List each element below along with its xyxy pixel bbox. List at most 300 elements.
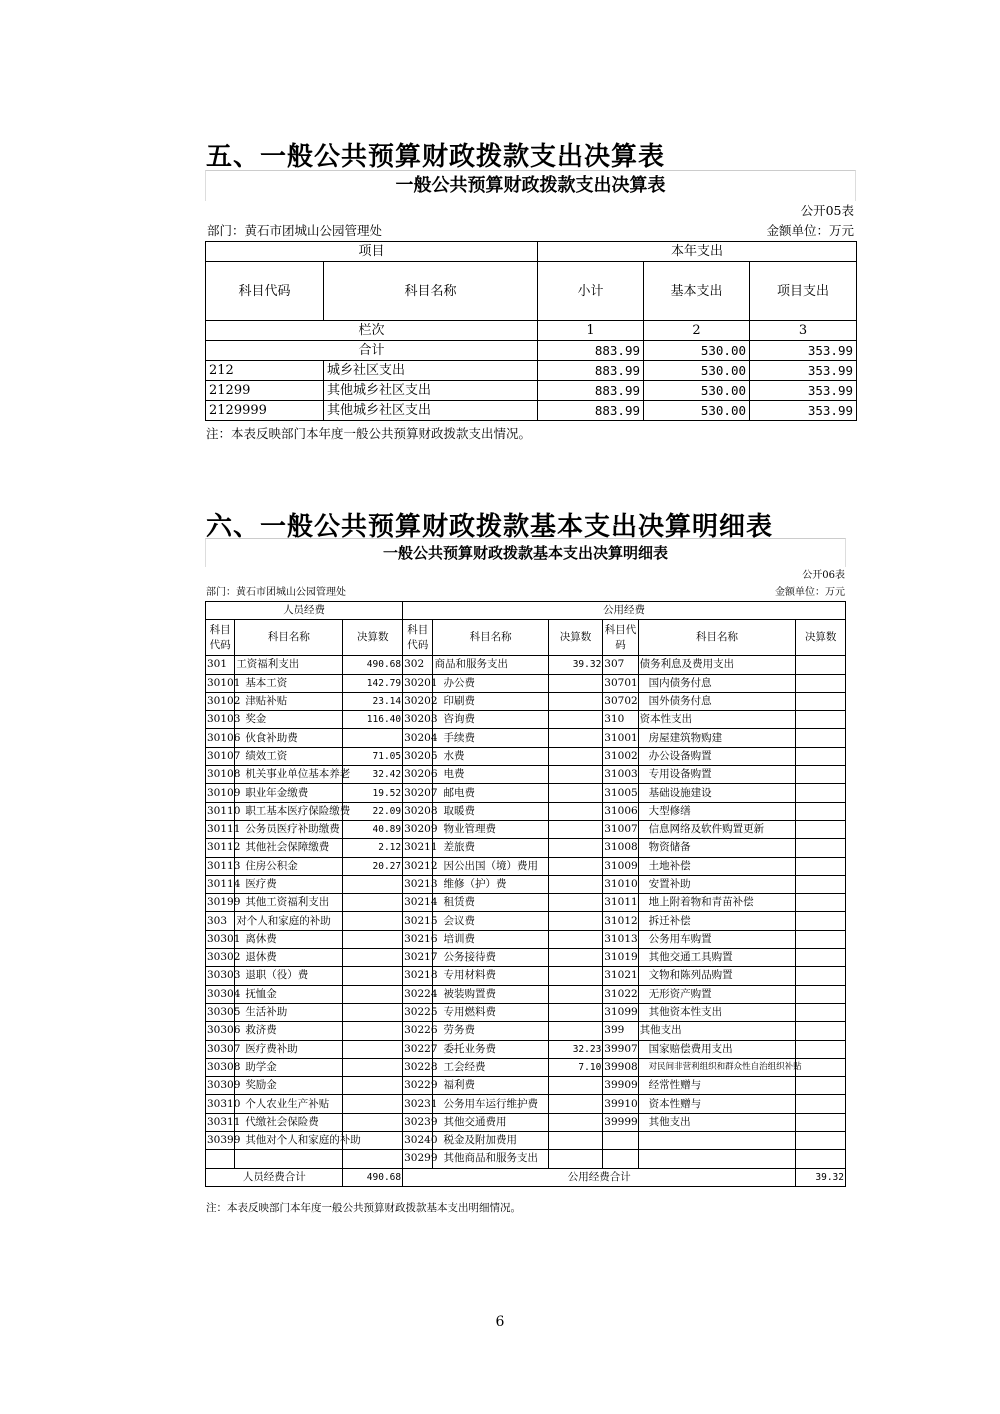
table-row xyxy=(206,692,846,710)
cell-amount-b xyxy=(548,692,603,710)
table-row xyxy=(206,1077,846,1095)
cell-amount-b xyxy=(548,967,603,985)
cell-amount-c xyxy=(796,930,846,948)
row-name: 其他城乡社区支出 xyxy=(324,401,538,421)
table-row xyxy=(206,401,857,421)
cell-code-b: 30208 xyxy=(403,802,433,820)
cell-amount-a xyxy=(343,912,403,930)
cell-name-c: 公务用车购置 xyxy=(638,930,796,948)
cell-code-b: 30213 xyxy=(403,875,433,893)
cell-code-b: 30229 xyxy=(403,1077,433,1095)
table-row xyxy=(206,857,846,875)
cell-name-c: 国外债务付息 xyxy=(638,692,796,710)
cell-code-c: 39909 xyxy=(603,1077,638,1095)
cell-code-c: 399 xyxy=(603,1022,638,1040)
personnel-total-label: 人员经费合计 xyxy=(206,1168,343,1186)
cell-name-c: 其他支出 xyxy=(638,1113,796,1131)
cell-name-b: 电费 xyxy=(433,766,548,784)
cell-name-b: 工会经费 xyxy=(433,1058,548,1076)
cell-amount-c xyxy=(796,1040,846,1058)
table-05-unit: 金额单位：万元 xyxy=(766,223,854,238)
cell-code-a: 30309 xyxy=(206,1077,235,1095)
cell-amount-b: 7.10 xyxy=(548,1058,603,1076)
cell-amount-b xyxy=(548,985,603,1003)
cell-code-c: 31021 xyxy=(603,967,638,985)
cell-name-c: 其他交通工具购置 xyxy=(638,949,796,967)
cell-name-b: 咨询费 xyxy=(433,711,548,729)
cell-code-b: 30224 xyxy=(403,985,433,1003)
cell-amount-c xyxy=(796,857,846,875)
header-code: 科目代码 xyxy=(206,262,324,321)
cell-name-a: 抚恤金 xyxy=(235,985,343,1003)
cell-amount-b: 32.23 xyxy=(548,1040,603,1058)
cell-amount-a xyxy=(343,1095,403,1113)
cell-amount-c xyxy=(796,784,846,802)
cell-code-c xyxy=(603,1132,638,1150)
cell-amount-b xyxy=(548,1095,603,1113)
cell-code-b: 30216 xyxy=(403,930,433,948)
cell-name-a: 公务员医疗补助缴费 xyxy=(235,820,343,838)
cell-name-b: 邮电费 xyxy=(433,784,548,802)
cell-code-b: 30226 xyxy=(403,1022,433,1040)
cell-name-a: 其他对个人和家庭的补助 xyxy=(235,1132,343,1150)
cell-code-b: 30228 xyxy=(403,1058,433,1076)
table-row xyxy=(206,894,846,912)
cell-amount-a xyxy=(343,1040,403,1058)
cell-name-a: 津贴补贴 xyxy=(235,692,343,710)
table-row xyxy=(206,1113,846,1131)
cell-code-b: 30299 xyxy=(403,1150,433,1168)
cell-amount-b xyxy=(548,894,603,912)
cell-code-a: 30304 xyxy=(206,985,235,1003)
cell-name-c: 文物和陈列品购置 xyxy=(638,967,796,985)
cell-code-c: 31013 xyxy=(603,930,638,948)
header-name-c: 科目名称 xyxy=(638,620,796,656)
table-row xyxy=(206,820,846,838)
cell-name-b: 会议费 xyxy=(433,912,548,930)
cell-code-a: 30111 xyxy=(206,820,235,838)
cell-code-c: 31003 xyxy=(603,766,638,784)
table-row xyxy=(206,1150,846,1168)
header-code-a: 科目代码 xyxy=(206,620,235,656)
cell-code-b: 30205 xyxy=(403,747,433,765)
cell-code-a: 30306 xyxy=(206,1022,235,1040)
cell-amount-b xyxy=(548,674,603,692)
header-amount-a: 决算数 xyxy=(343,620,403,656)
header-amount-c: 决算数 xyxy=(796,620,846,656)
cell-name-c xyxy=(638,1150,796,1168)
cell-name-b: 因公出国（境）费用 xyxy=(433,857,548,875)
table-row xyxy=(206,747,846,765)
cell-amount-a xyxy=(343,1003,403,1021)
cell-name-a: 基本工资 xyxy=(235,674,343,692)
cell-code-c: 31011 xyxy=(603,894,638,912)
cell-name-b: 公务接待费 xyxy=(433,949,548,967)
cell-amount-c xyxy=(796,985,846,1003)
cell-name-a: 离休费 xyxy=(235,930,343,948)
table-row xyxy=(206,985,846,1003)
cell-amount-a xyxy=(343,985,403,1003)
cell-name-c: 对民间非营利组织和群众性自治组织补贴 xyxy=(638,1058,796,1076)
cell-amount-c xyxy=(796,766,846,784)
cell-amount-b xyxy=(548,1132,603,1150)
cell-code-a: 30109 xyxy=(206,784,235,802)
cell-name-b: 租赁费 xyxy=(433,894,548,912)
cell-name-a: 其他社会保障缴费 xyxy=(235,839,343,857)
header-basic: 基本支出 xyxy=(644,262,750,321)
row-project: 353.99 xyxy=(750,401,857,421)
cell-amount-b: 39.32 xyxy=(548,656,603,674)
table-row xyxy=(206,912,846,930)
cell-name-b: 水费 xyxy=(433,747,548,765)
cell-amount-b xyxy=(548,1113,603,1131)
cell-code-c: 30702 xyxy=(603,692,638,710)
public-total: 39.32 xyxy=(796,1168,846,1186)
cell-amount-b xyxy=(548,839,603,857)
cell-amount-a: 40.89 xyxy=(343,820,403,838)
cell-code-a: 30307 xyxy=(206,1040,235,1058)
table-row xyxy=(206,802,846,820)
cell-code-b: 30227 xyxy=(403,1040,433,1058)
cell-name-a: 工资福利支出 xyxy=(235,656,343,674)
cell-amount-c xyxy=(796,747,846,765)
public-total-label: 公用经费合计 xyxy=(403,1168,796,1186)
cell-name-c: 资本性赠与 xyxy=(638,1095,796,1113)
table-05 xyxy=(205,170,856,421)
section5-heading: 五、一般公共预算财政拨款支出决算表 xyxy=(206,142,666,172)
cell-amount-b xyxy=(548,784,603,802)
cell-code-b: 30217 xyxy=(403,949,433,967)
cell-code-b: 30201 xyxy=(403,674,433,692)
cell-name-c: 国家赔偿费用支出 xyxy=(638,1040,796,1058)
cell-amount-c xyxy=(796,1132,846,1150)
cell-name-a: 绩效工资 xyxy=(235,747,343,765)
cell-name-a: 对个人和家庭的补助 xyxy=(235,912,343,930)
cell-amount-b xyxy=(548,857,603,875)
cell-code-b: 30212 xyxy=(403,857,433,875)
cell-amount-a: 32.42 xyxy=(343,766,403,784)
section6-heading: 六、一般公共预算财政拨款基本支出决算明细表 xyxy=(206,512,774,542)
total-basic: 530.00 xyxy=(644,341,750,361)
cell-name-b: 取暖费 xyxy=(433,802,548,820)
header-subtotal: 小计 xyxy=(538,262,644,321)
cell-code-b: 30204 xyxy=(403,729,433,747)
table-06-dept: 部门：黄石市团城山公园管理处 xyxy=(206,587,346,598)
cell-code-a: 30199 xyxy=(206,894,235,912)
cell-name-c: 安置补助 xyxy=(638,875,796,893)
cell-amount-a: 116.40 xyxy=(343,711,403,729)
table-row xyxy=(206,1003,846,1021)
cell-name-a: 代缴社会保险费 xyxy=(235,1113,343,1131)
cell-name-a: 其他工资福利支出 xyxy=(235,894,343,912)
cell-name-b: 其他商品和服务支出 xyxy=(433,1150,548,1168)
row-project: 353.99 xyxy=(750,361,857,381)
table-row xyxy=(206,1095,846,1113)
cell-code-c: 31012 xyxy=(603,912,638,930)
cell-code-b: 30206 xyxy=(403,766,433,784)
cell-name-b: 手续费 xyxy=(433,729,548,747)
cell-code-a: 30308 xyxy=(206,1058,235,1076)
cell-code-c: 31001 xyxy=(603,729,638,747)
cell-amount-a: 19.52 xyxy=(343,784,403,802)
header-personnel: 人员经费 xyxy=(206,602,403,620)
row-basic: 530.00 xyxy=(644,361,750,381)
row-code: 21299 xyxy=(206,381,324,401)
cell-name-b: 被装购置费 xyxy=(433,985,548,1003)
cell-name-c: 无形资产购置 xyxy=(638,985,796,1003)
cell-amount-a xyxy=(343,1150,403,1168)
cell-code-b: 30215 xyxy=(403,912,433,930)
header-project: 项目 xyxy=(206,242,538,262)
cell-name-b: 差旅费 xyxy=(433,839,548,857)
cell-amount-c xyxy=(796,1095,846,1113)
cell-code-c: 31008 xyxy=(603,839,638,857)
cell-amount-a xyxy=(343,875,403,893)
cell-code-b: 30202 xyxy=(403,692,433,710)
cell-name-c: 其他资本性支出 xyxy=(638,1003,796,1021)
cell-code-c xyxy=(603,1150,638,1168)
cell-name-c: 基础设施建设 xyxy=(638,784,796,802)
cell-name-b: 商品和服务支出 xyxy=(433,656,548,674)
cell-code-c: 31002 xyxy=(603,747,638,765)
cell-amount-c xyxy=(796,674,846,692)
table-06-grid xyxy=(205,601,846,1187)
header-name: 科目名称 xyxy=(324,262,538,321)
column-index-1: 1 xyxy=(538,321,644,341)
cell-code-a: 30106 xyxy=(206,729,235,747)
cell-amount-a xyxy=(343,1113,403,1131)
cell-code-a: 301 xyxy=(206,656,235,674)
cell-name-c: 经常性赠与 xyxy=(638,1077,796,1095)
table-row xyxy=(206,1058,846,1076)
cell-name-b: 办公费 xyxy=(433,674,548,692)
cell-amount-c xyxy=(796,1003,846,1021)
cell-code-a: 30302 xyxy=(206,949,235,967)
cell-code-a: 30114 xyxy=(206,875,235,893)
cell-amount-b xyxy=(548,747,603,765)
cell-name-b: 专用燃料费 xyxy=(433,1003,548,1021)
row-name: 其他城乡社区支出 xyxy=(324,381,538,401)
cell-amount-b xyxy=(548,949,603,967)
page-number: 6 xyxy=(495,1314,505,1330)
cell-name-b: 税金及附加费用 xyxy=(433,1132,548,1150)
cell-name-a xyxy=(235,1150,343,1168)
table-05-title: 一般公共预算财政拨款支出决算表 xyxy=(205,170,856,201)
table-row xyxy=(206,839,846,857)
table-row xyxy=(206,674,846,692)
table-row xyxy=(206,1022,846,1040)
cell-amount-b xyxy=(548,729,603,747)
cell-code-a: 30305 xyxy=(206,1003,235,1021)
header-name-b: 科目名称 xyxy=(433,620,548,656)
header-public: 公用经费 xyxy=(403,602,846,620)
cell-code-a: 30399 xyxy=(206,1132,235,1150)
cell-name-b: 其他交通费用 xyxy=(433,1113,548,1131)
cell-amount-a xyxy=(343,949,403,967)
cell-amount-b xyxy=(548,1022,603,1040)
header-amount-b: 决算数 xyxy=(548,620,603,656)
cell-amount-b xyxy=(548,930,603,948)
cell-code-c: 31009 xyxy=(603,857,638,875)
cell-amount-c xyxy=(796,949,846,967)
cell-code-c: 39907 xyxy=(603,1040,638,1058)
cell-amount-c xyxy=(796,839,846,857)
cell-name-b: 福利费 xyxy=(433,1077,548,1095)
cell-amount-c xyxy=(796,912,846,930)
cell-name-c: 办公设备购置 xyxy=(638,747,796,765)
table-06-unit: 金额单位：万元 xyxy=(775,587,845,598)
cell-code-a: 30107 xyxy=(206,747,235,765)
table-row xyxy=(206,729,846,747)
cell-name-b: 委托业务费 xyxy=(433,1040,548,1058)
cell-amount-a: 2.12 xyxy=(343,839,403,857)
table-05-dept-row xyxy=(205,221,856,241)
row-code: 212 xyxy=(206,361,324,381)
cell-amount-a: 23.14 xyxy=(343,692,403,710)
row-code: 2129999 xyxy=(206,401,324,421)
cell-amount-c xyxy=(796,820,846,838)
cell-name-a: 奖励金 xyxy=(235,1077,343,1095)
table-05-dept: 部门：黄石市团城山公园管理处 xyxy=(207,223,383,238)
cell-name-a: 救济费 xyxy=(235,1022,343,1040)
cell-name-a: 伙食补助费 xyxy=(235,729,343,747)
cell-name-b: 专用材料费 xyxy=(433,967,548,985)
column-index-2: 2 xyxy=(644,321,750,341)
table-row xyxy=(206,766,846,784)
table-row xyxy=(206,875,846,893)
table-05-form-no: 公开05表 xyxy=(800,203,854,218)
cell-name-a: 助学金 xyxy=(235,1058,343,1076)
cell-amount-a: 71.05 xyxy=(343,747,403,765)
cell-code-b: 302 xyxy=(403,656,433,674)
cell-code-b: 30240 xyxy=(403,1132,433,1150)
cell-name-c: 房屋建筑物购建 xyxy=(638,729,796,747)
cell-name-a: 医疗费补助 xyxy=(235,1040,343,1058)
table-06-title: 一般公共预算财政拨款基本支出决算明细表 xyxy=(205,538,846,567)
cell-name-c: 物资储备 xyxy=(638,839,796,857)
cell-code-a: 30103 xyxy=(206,711,235,729)
cell-name-a: 住房公积金 xyxy=(235,857,343,875)
cell-code-c: 307 xyxy=(603,656,638,674)
table-06-form-no: 公开06表 xyxy=(802,570,845,581)
cell-name-b: 印刷费 xyxy=(433,692,548,710)
row-subtotal: 883.99 xyxy=(538,381,644,401)
cell-code-b: 30207 xyxy=(403,784,433,802)
cell-code-a: 30310 xyxy=(206,1095,235,1113)
cell-code-a: 30102 xyxy=(206,692,235,710)
cell-name-c: 债务利息及费用支出 xyxy=(638,656,796,674)
cell-amount-b xyxy=(548,766,603,784)
table-06 xyxy=(205,538,846,1187)
cell-amount-a xyxy=(343,894,403,912)
table-06-dept-row xyxy=(205,584,846,601)
row-name: 城乡社区支出 xyxy=(324,361,538,381)
cell-code-a xyxy=(206,1150,235,1168)
cell-name-b: 物业管理费 xyxy=(433,820,548,838)
cell-code-a: 30113 xyxy=(206,857,235,875)
cell-code-c: 31019 xyxy=(603,949,638,967)
row-project: 353.99 xyxy=(750,381,857,401)
total-project: 353.99 xyxy=(750,341,857,361)
cell-amount-c xyxy=(796,729,846,747)
cell-code-a: 30311 xyxy=(206,1113,235,1131)
table-row xyxy=(206,381,857,401)
header-project-expense: 项目支出 xyxy=(750,262,857,321)
column-index-3: 3 xyxy=(750,321,857,341)
table-row xyxy=(206,784,846,802)
cell-amount-c xyxy=(796,967,846,985)
cell-code-c: 39908 xyxy=(603,1058,638,1076)
cell-code-a: 30101 xyxy=(206,674,235,692)
cell-amount-b xyxy=(548,912,603,930)
table-row xyxy=(206,967,846,985)
table-06-note: 注：本表反映部门本年度一般公共预算财政拨款基本支出明细情况。 xyxy=(206,1202,521,1214)
cell-amount-c xyxy=(796,1150,846,1168)
cell-code-b: 30218 xyxy=(403,967,433,985)
cell-name-a: 退职（役）费 xyxy=(235,967,343,985)
table-05-grid xyxy=(205,241,857,421)
cell-code-b: 30211 xyxy=(403,839,433,857)
cell-name-c xyxy=(638,1132,796,1150)
cell-amount-a xyxy=(343,967,403,985)
table-row xyxy=(206,930,846,948)
table-05-note: 注：本表反映部门本年度一般公共预算财政拨款支出情况。 xyxy=(206,426,532,441)
header-code-b: 科目代码 xyxy=(403,620,433,656)
cell-code-c: 30701 xyxy=(603,674,638,692)
total-label: 合计 xyxy=(206,341,538,361)
cell-amount-c xyxy=(796,1113,846,1131)
cell-amount-c xyxy=(796,692,846,710)
cell-name-c: 国内债务付息 xyxy=(638,674,796,692)
header-year-expense: 本年支出 xyxy=(538,242,857,262)
cell-amount-b xyxy=(548,1077,603,1095)
cell-name-c: 拆迁补偿 xyxy=(638,912,796,930)
cell-name-c: 其他支出 xyxy=(638,1022,796,1040)
table-row xyxy=(206,711,846,729)
header-name-a: 科目名称 xyxy=(235,620,343,656)
cell-amount-c xyxy=(796,1022,846,1040)
cell-amount-c xyxy=(796,656,846,674)
cell-name-b: 劳务费 xyxy=(433,1022,548,1040)
cell-code-b: 30239 xyxy=(403,1113,433,1131)
cell-amount-a: 490.68 xyxy=(343,656,403,674)
cell-amount-a: 20.27 xyxy=(343,857,403,875)
cell-name-c: 大型修缮 xyxy=(638,802,796,820)
table-row xyxy=(206,656,846,674)
cell-amount-c xyxy=(796,1058,846,1076)
column-index-label: 栏次 xyxy=(206,321,538,341)
row-basic: 530.00 xyxy=(644,381,750,401)
cell-amount-a: 142.79 xyxy=(343,674,403,692)
cell-name-a: 医疗费 xyxy=(235,875,343,893)
cell-name-a: 职业年金缴费 xyxy=(235,784,343,802)
cell-amount-a xyxy=(343,729,403,747)
cell-code-a: 30301 xyxy=(206,930,235,948)
cell-amount-b xyxy=(548,820,603,838)
cell-code-b: 30231 xyxy=(403,1095,433,1113)
cell-name-b: 公务用车运行维护费 xyxy=(433,1095,548,1113)
table-row xyxy=(206,361,857,381)
table-row xyxy=(206,1132,846,1150)
cell-amount-a: 22.09 xyxy=(343,802,403,820)
header-code-c: 科目代码 xyxy=(603,620,638,656)
table-row xyxy=(206,949,846,967)
cell-name-a: 个人农业生产补贴 xyxy=(235,1095,343,1113)
cell-name-a: 职工基本医疗保险缴费 xyxy=(235,802,343,820)
cell-code-c: 31005 xyxy=(603,784,638,802)
cell-name-c: 土地补偿 xyxy=(638,857,796,875)
cell-code-a: 30112 xyxy=(206,839,235,857)
